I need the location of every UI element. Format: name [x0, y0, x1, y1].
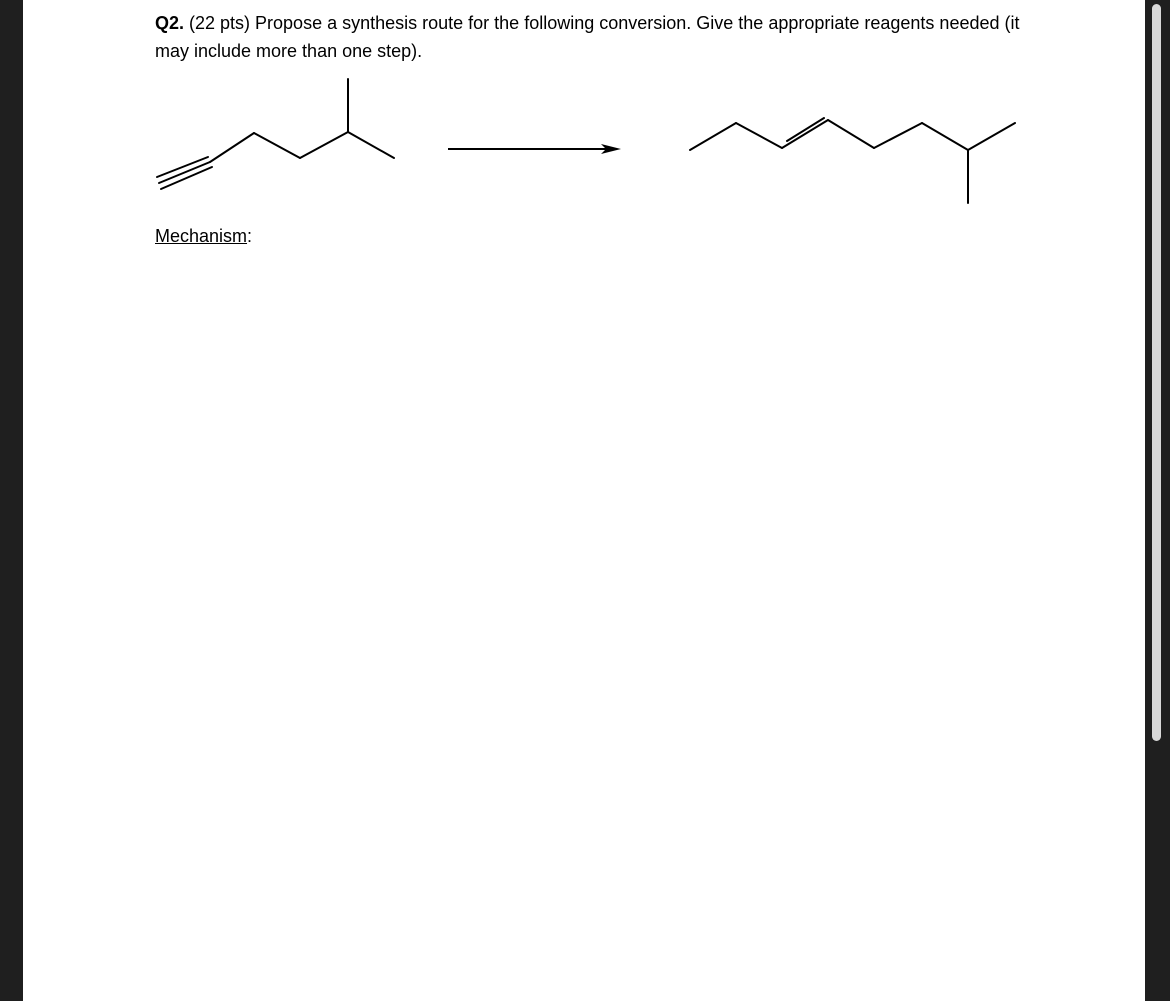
mechanism-colon: :	[247, 226, 253, 246]
reaction-scheme	[23, 0, 1145, 260]
mechanism-label: Mechanism	[155, 226, 248, 246]
scrollbar-thumb[interactable]	[1152, 4, 1161, 741]
reaction-arrow	[448, 144, 621, 154]
product-structure	[690, 118, 1015, 203]
question-body: (22 pts) Propose a synthesis route for the following conversion. Give the appropriate reagents needed (it may include more than one step).	[155, 13, 1020, 61]
document-page	[23, 0, 1145, 1001]
reactant-structure	[157, 79, 394, 189]
mechanism-heading	[155, 224, 252, 248]
question-number: Q2.	[155, 13, 185, 33]
